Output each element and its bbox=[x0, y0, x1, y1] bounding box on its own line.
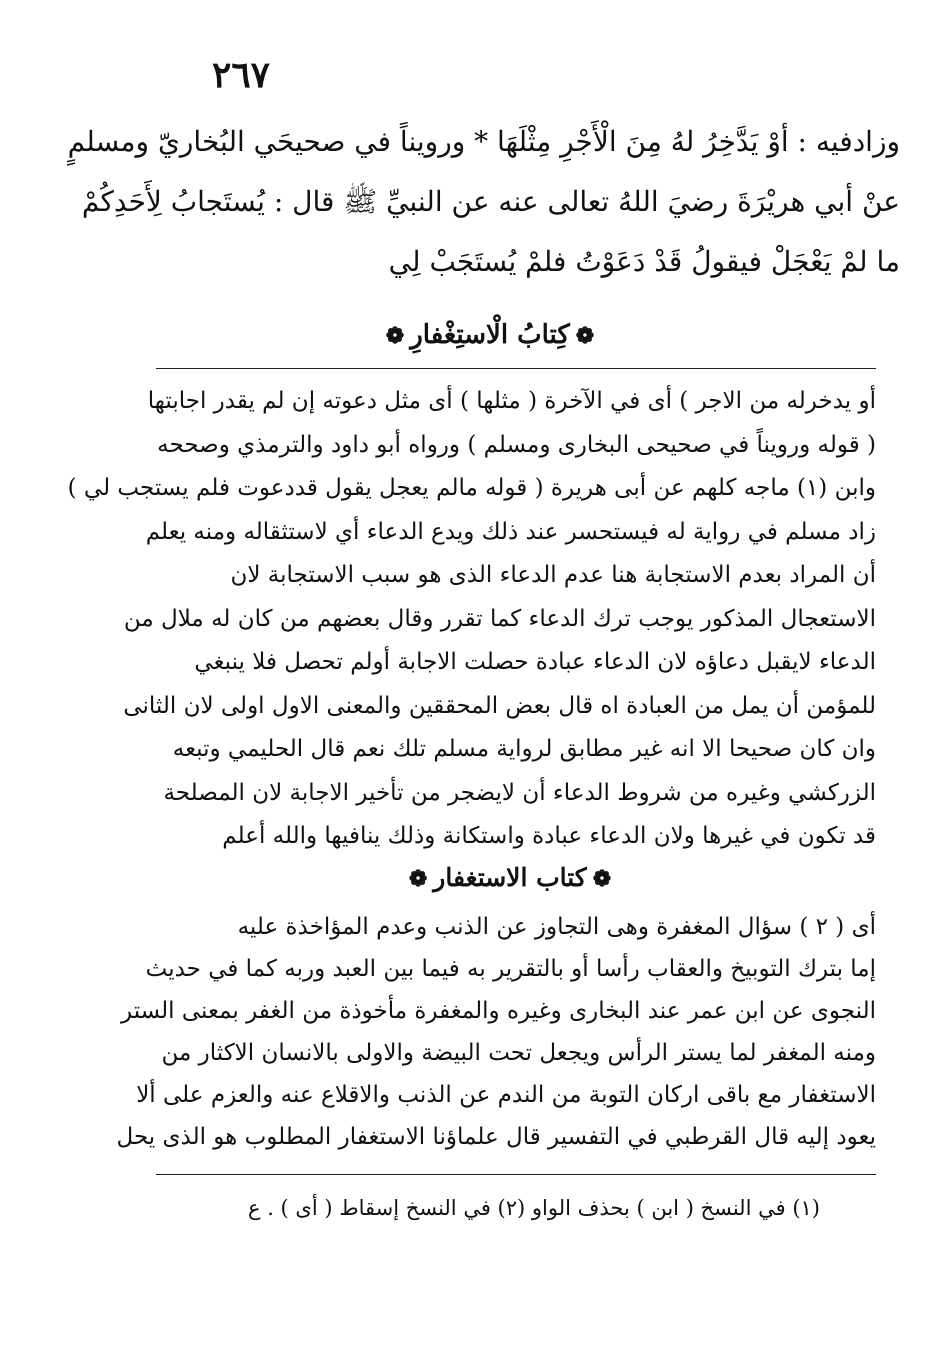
sharh-line: زاد مسلم في رواية له فيستحسر عند ذلك ويدع الدعاء أي لاستثقاله ومنه يعلم bbox=[145, 518, 876, 545]
ornament-icon: ❁ bbox=[408, 866, 428, 892]
sharh-line: أى ( ٢ ) سؤال المغفرة وهى التجاوز عن الذنب وعدم المؤاخذة عليه bbox=[237, 914, 876, 940]
sharh-line: الزركشي وغيره من شروط الدعاء أن لايضجر من تأخير الاجابة لان المصلحة bbox=[163, 779, 876, 806]
sharh-line: وان كان صحيحا الا انه غير مطابق لرواية مسلم تلك نعم قال الحليمي وتبعه bbox=[172, 736, 876, 762]
sharh-line: أو يدخرله من الاجر ) أى في الآخرة ( مثلها ) أى مثل دعوته إن لم يقدر اجابتها bbox=[147, 388, 876, 414]
ornament-icon: ❁ bbox=[592, 866, 612, 892]
sharh-line: للمؤمن أن يمل من العبادة اه قال بعض المحققين والمعنى الاول اولى لان الثانى bbox=[123, 692, 876, 719]
sharh-line: وابن (١) ماجه كلهم عن أبى هريرة ( قوله مالم يعجل يقول قددعوت فلم يستجب لي ) bbox=[67, 475, 876, 501]
ornament-icon: ❁ bbox=[385, 323, 405, 349]
chapter-heading-sharh bbox=[380, 856, 640, 900]
sharh-line: أن المراد بعدم الاستجابة هنا عدم الدعاء الذى هو سبب الاستجابة لان bbox=[230, 562, 876, 588]
sharh-line: ( قوله ورويناً في صحيحى البخارى ومسلم ) ورواه أبو داود والترمذي وصححه bbox=[157, 431, 876, 458]
sharh-line: إما بترك التوبيخ والعقاب رأسا أو بالتقرير به فيما بين العبد وربه كما في حديث bbox=[145, 956, 876, 982]
chapter-heading-text: كتاب الاستغفار bbox=[433, 863, 587, 892]
footnote-line: (١) في النسخ ( ابن ) بحذف الواو (٢) في النسخ إسقاط ( أى ) . ع bbox=[248, 1196, 820, 1220]
matn-line: عنْ أبي هريْرَةَ رضيَ اللهُ تعالى عنه عن النبيِّ ﷺ قال : يُستَجابُ لِأَحَدِكُمْ bbox=[81, 185, 900, 218]
footnote bbox=[200, 1190, 820, 1226]
sharh-line: الاستعجال المذكور يوجب ترك الدعاء كما تقرر وقال بعضهم من كان له ملال من bbox=[123, 605, 876, 632]
sharh-line: يعود إليه قال القرطبي في التفسير قال علماؤنا الاستغفار المطلوب هو الذى يحل bbox=[116, 1124, 876, 1150]
sharh-commentary bbox=[67, 380, 876, 859]
chapter-heading-text: كِتابُ الْاستِغْفارِ bbox=[410, 320, 570, 350]
sharh-line: قد تكون في غيرها ولان الدعاء عبادة واستكانة وذلك ينافيها والله أعلم bbox=[222, 823, 876, 849]
matn-line: ما لمْ يَعْجَلْ فيقولُ قَدْ دَعَوْتُ فلمْ يُستَجَبْ لِي bbox=[388, 245, 900, 278]
sharh-line: ومنه المغفر لما يستر الرأس ويجعل تحت البيضة والاولى بالانسان الاكثار من bbox=[161, 1040, 876, 1066]
sharh-commentary-istighfar bbox=[116, 906, 876, 1158]
sharh-line: النجوى عن ابن عمر عند البخارى وغيره والمغفرة مأخوذة من الغفر بمعنى الستر bbox=[121, 998, 876, 1024]
section-divider bbox=[156, 368, 876, 369]
sharh-line: الدعاء لايقبل دعاؤه لان الدعاء عبادة حصلت الاجابة أولم تحصل فلا ينبغي bbox=[194, 649, 876, 675]
ornament-icon: ❁ bbox=[575, 323, 595, 349]
footnote-divider bbox=[156, 1174, 876, 1175]
chapter-heading-matn bbox=[340, 314, 640, 356]
matn-text bbox=[67, 112, 900, 292]
page-number: ٢٦٧ bbox=[212, 54, 271, 96]
sharh-line: الاستغفار مع باقى اركان التوبة من الندم عن الذنب والاقلاع عنه والعزم على ألا bbox=[136, 1082, 876, 1108]
matn-line: وزادفيه : أوْ يَدَّخِرُ لهُ مِنَ الْأَجْرِ مِثْلَهَا * ورويناً في صحيحَي البُخاريّ ومسلمٍ bbox=[67, 125, 900, 158]
